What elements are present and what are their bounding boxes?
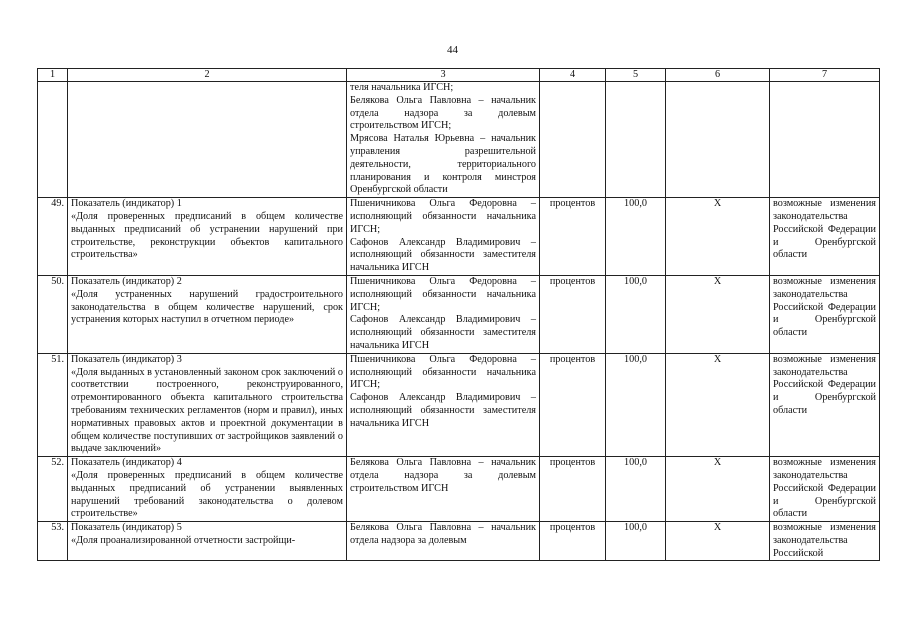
mark-cell-line: X	[713, 457, 722, 469]
row-number-line: 49.	[51, 198, 64, 210]
note-cell	[770, 522, 880, 561]
value-cell	[606, 353, 666, 456]
responsible-persons-line: Сафонов Александр Владимирович – исполняющий обязанности заместителя начальника ИГСН	[350, 392, 536, 429]
indicator-text-line: «Доля проверенных предписаний в общем количестве выданных предписаний об устранении нарушений при строительстве, реконструкции объектов капитального строительства»	[71, 210, 343, 261]
indicator-text	[68, 457, 347, 522]
indicators-table	[37, 68, 880, 561]
mark-cell	[666, 198, 770, 276]
note-cell-line: возможные изменения законодательства Российской Федерации и Оренбургской области	[773, 275, 876, 339]
value-cell	[606, 275, 666, 353]
column-number: 2	[68, 69, 347, 82]
mark-cell-line: X	[713, 275, 722, 287]
table-row	[38, 457, 880, 522]
indicator-text-line: Показатель (индикатор) 5	[71, 522, 182, 534]
note-cell-line: возможные изменения законодательства Российской Федерации и Оренбургской области	[773, 457, 876, 520]
indicator-text-line: Показатель (индикатор) 4	[71, 457, 182, 469]
mark-cell	[666, 522, 770, 561]
row-number-line: 53.	[51, 522, 64, 534]
value-cell-line: 100,0	[624, 522, 647, 534]
note-cell	[770, 198, 880, 276]
note-cell-line: возможные изменения законодательства Российской Федерации и Оренбургской области	[773, 353, 876, 416]
responsible-persons-line: Белякова Ольга Павловна – начальник отдела надзора за долевым строительством ИГСН	[350, 457, 536, 494]
responsible-persons-line: Пшеничникова Ольга Федоровна – исполняющий обязанности начальника ИГСН;	[350, 353, 536, 391]
value-cell-line: 100,0	[624, 275, 647, 287]
mark-cell	[666, 275, 770, 353]
value-cell	[606, 457, 666, 522]
note-cell-line: возможные изменения законодательства Российской	[773, 522, 876, 559]
row-number	[38, 82, 68, 198]
table-row	[38, 82, 880, 198]
value-cell-line: 100,0	[624, 353, 647, 365]
unit-cell-line: процентов	[549, 522, 596, 534]
responsible-persons	[347, 457, 540, 522]
responsible-persons-line: Сафонов Александр Владимирович – исполняющий обязанности заместителя начальника ИГСН	[350, 314, 536, 351]
mark-cell	[666, 353, 770, 456]
row-number	[38, 457, 68, 522]
indicator-text	[68, 275, 347, 353]
note-cell	[770, 457, 880, 522]
responsible-persons-line: Пшеничникова Ольга Федоровна – исполняющий обязанности начальника ИГСН;	[350, 198, 536, 235]
responsible-persons	[347, 353, 540, 456]
indicator-text	[68, 522, 347, 561]
note-cell	[770, 82, 880, 198]
unit-cell	[540, 457, 606, 522]
unit-cell	[540, 522, 606, 561]
unit-cell-line: процентов	[549, 275, 596, 287]
note-cell-line: возможные изменения законодательства Российской Федерации и Оренбургской области	[773, 198, 876, 261]
column-number-row	[38, 69, 880, 82]
value-cell	[606, 522, 666, 561]
indicator-text-line: Показатель (индикатор) 1	[71, 198, 182, 210]
note-cell	[770, 353, 880, 456]
page-number: 44	[447, 44, 458, 56]
mark-cell-line: X	[713, 522, 722, 534]
responsible-persons-line: Пшеничникова Ольга Федоровна – исполняющий обязанности начальника ИГСН;	[350, 275, 536, 313]
unit-cell	[540, 353, 606, 456]
indicator-text-line: «Доля выданных в установленный законом срок заключений о соответствии построенного, реконструированного, отремонтированного объекта капитального строительства требованиям технических регламентов (норм и правил), иных нормативных правовых актов и проектной документации в общем количестве поступивших от застройщиков заявлений о выдаче заключений»	[71, 366, 343, 455]
responsible-persons-line: теля начальника ИГСН;	[350, 82, 454, 93]
unit-cell	[540, 82, 606, 198]
table-row	[38, 522, 880, 561]
mark-cell	[666, 457, 770, 522]
value-cell-line: 100,0	[624, 457, 647, 469]
row-number-line: 51.	[51, 353, 64, 365]
mark-cell-line: X	[713, 198, 722, 210]
responsible-persons-line: Мрясова Наталья Юрьевна – начальник управления разрешительной деятельности, территориального планирования и контроля минстроя Оренбургской области	[350, 133, 536, 196]
mark-cell-line: X	[713, 353, 722, 365]
indicator-text-line: «Доля проверенных предписаний в общем количестве выданных предписаний об устранении выявленных нарушений требований законодательства о долевом строительстве»	[71, 469, 343, 520]
column-number: 1	[38, 69, 68, 82]
responsible-persons-line: Белякова Ольга Павловна – начальник отдела надзора за долевым строительством ИГСН;	[350, 94, 536, 132]
responsible-persons	[347, 198, 540, 276]
row-number-line: 50.	[51, 275, 64, 287]
row-number-line: 52.	[51, 457, 64, 469]
unit-cell	[540, 275, 606, 353]
indicator-text-line: Показатель (индикатор) 2	[71, 275, 182, 287]
indicator-text-line: «Доля проанализированной отчетности застройщи-	[71, 534, 296, 546]
indicator-text	[68, 353, 347, 456]
unit-cell-line: процентов	[549, 353, 596, 365]
responsible-persons	[347, 522, 540, 561]
responsible-persons-line: Белякова Ольга Павловна – начальник отдела надзора за долевым	[350, 522, 536, 546]
unit-cell-line: процентов	[549, 198, 596, 210]
unit-cell-line: процентов	[549, 457, 596, 469]
row-number	[38, 275, 68, 353]
column-number: 4	[540, 69, 606, 82]
indicator-text	[68, 198, 347, 276]
value-cell-line: 100,0	[624, 198, 647, 210]
table-row	[38, 198, 880, 276]
value-cell	[606, 198, 666, 276]
row-number	[38, 353, 68, 456]
responsible-persons-line: Сафонов Александр Владимирович – исполняющий обязанности заместителя начальника ИГСН	[350, 236, 536, 274]
column-number: 3	[347, 69, 540, 82]
value-cell	[606, 82, 666, 198]
responsible-persons	[347, 82, 540, 198]
row-number	[38, 198, 68, 276]
unit-cell	[540, 198, 606, 276]
responsible-persons	[347, 275, 540, 353]
mark-cell	[666, 82, 770, 198]
table-row	[38, 353, 880, 456]
indicator-text	[68, 82, 347, 198]
row-number	[38, 522, 68, 561]
column-number: 5	[606, 69, 666, 82]
note-cell	[770, 275, 880, 353]
indicator-text-line: «Доля устраненных нарушений градостроительного законодательства в общем количестве нарушений, срок устранения которых наступил в отчетном периоде»	[71, 288, 343, 326]
column-number: 6	[666, 69, 770, 82]
indicator-text-line: Показатель (индикатор) 3	[71, 353, 182, 365]
column-number: 7	[770, 69, 880, 82]
table-row	[38, 275, 880, 353]
